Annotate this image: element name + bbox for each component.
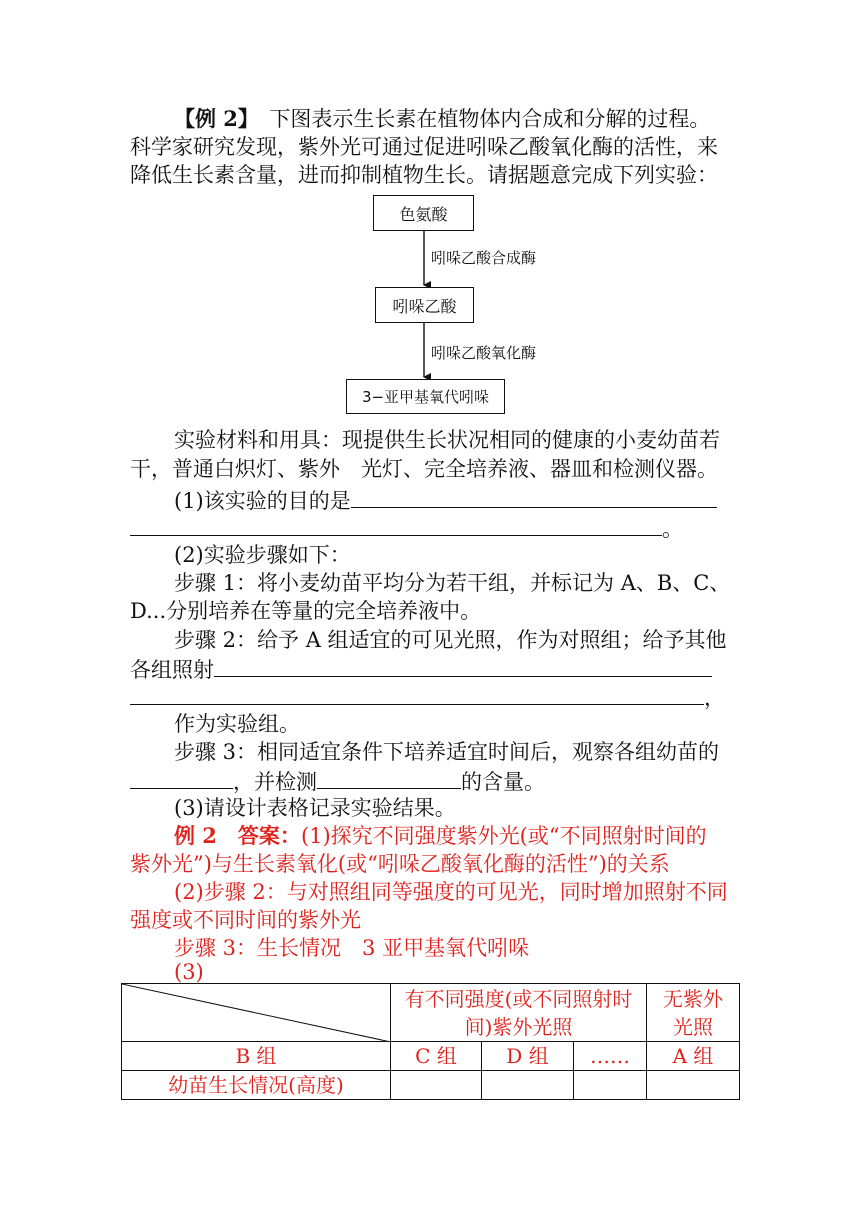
- question-2: (2)实验步骤如下：: [174, 543, 351, 567]
- cell-group-c: C 组: [391, 1042, 482, 1071]
- table-header-row: [122, 984, 740, 1042]
- answer-line-4: 强度或不同时间的紫外光: [130, 908, 361, 932]
- step3-blank-2: [317, 764, 461, 789]
- header-uv-cell: 有不同强度(或不同照射时间)紫外光照: [391, 984, 647, 1042]
- step3-text-2: 的含量。: [461, 770, 545, 794]
- intro-text-1: 下图表示生长素在植物体内合成和分解的过程。: [269, 107, 711, 131]
- cell-group-d: D 组: [482, 1042, 574, 1071]
- cell-ellipsis: ……: [574, 1042, 647, 1071]
- cell-empty: [574, 1071, 647, 1100]
- q1-text: (1)该实验的目的是: [174, 489, 351, 513]
- step2-line-4: 作为实验组。: [174, 712, 300, 736]
- cell-empty: [482, 1071, 574, 1100]
- enzyme-synthase-label: 吲哚乙酸合成酶: [431, 249, 537, 267]
- box-tryptophan: 色氨酸: [373, 195, 474, 231]
- cell-empty: [391, 1071, 482, 1100]
- materials-line-2: 干，普通白炽灯、紫外 光灯、完全培养液、器皿和检测仪器。: [130, 457, 718, 481]
- diagonal-line: [122, 984, 391, 1042]
- step2-blank-2: [130, 680, 704, 705]
- question-3: (3)请设计表格记录实验结果。: [174, 796, 456, 820]
- step2-blank-1: [214, 652, 712, 677]
- answer-1a: (1)探究不同强度紫外光(或“不同照射时间的: [300, 824, 707, 848]
- step1-line-1: 步骤 1：将小麦幼苗平均分为若干组，并标记为 A、B、C、: [174, 571, 731, 595]
- diagonal-header-cell: [122, 984, 391, 1042]
- q1-blank-2: [130, 511, 662, 536]
- step3-text-1: ，并检测: [233, 770, 317, 794]
- q1-end: 。: [662, 517, 683, 541]
- table-row: [122, 1042, 740, 1071]
- cell-group-b: B 组: [122, 1042, 391, 1071]
- step2-comma: ，: [704, 686, 725, 710]
- step1-line-2: D...分别培养在等量的完全培养液中。: [130, 599, 482, 623]
- intro-line-3: 降低生长素含量，进而抑制植物生长。请据题意完成下列实验：: [130, 163, 718, 187]
- q1-blank-1: [351, 483, 717, 508]
- materials-line-1: 实验材料和用具：现提供生长状况相同的健康的小麦幼苗若: [174, 428, 720, 452]
- answer-line-2: 紫外光”)与生长素氧化(或“吲哚乙酸氧化酶的活性”)的关系: [130, 852, 670, 876]
- answer-line-5: 步骤 3：生长情况 3 亚甲基氧代吲哚: [174, 936, 530, 960]
- cell-group-a: A 组: [647, 1042, 740, 1071]
- cell-growth-label: 幼苗生长情况(高度): [122, 1071, 391, 1100]
- result-table: [121, 983, 740, 1100]
- answer-line-3: (2)步骤 2：与对照组同等强度的可见光，同时增加照射不同: [174, 880, 728, 904]
- enzyme-oxidase-label: 吲哚乙酸氧化酶: [431, 344, 537, 362]
- step2-text: 各组照射: [130, 658, 214, 682]
- box-product: 3−亚甲基氧代吲哚: [346, 379, 505, 414]
- answer-line-6: (3): [174, 960, 204, 984]
- table-row: [122, 1071, 740, 1100]
- answer-label: 例 2 答案：: [174, 823, 301, 848]
- header-no-uv-cell: 无紫外光照: [647, 984, 740, 1042]
- box-iaa: 吲哚乙酸: [375, 287, 474, 323]
- example-label: 【例 2】: [174, 106, 249, 131]
- cell-empty: [647, 1071, 740, 1100]
- intro-line-2: 科学家研究发现，紫外光可通过促进吲哚乙酸氧化酶的活性，来: [130, 135, 718, 159]
- step3-blank-1: [130, 764, 233, 789]
- step3-line-1: 步骤 3：相同适宜条件下培养适宜时间后，观察各组幼苗的: [174, 740, 720, 764]
- step2-line-1: 步骤 2：给予 A 组适宜的可见光照，作为对照组；给予其他: [174, 628, 727, 652]
